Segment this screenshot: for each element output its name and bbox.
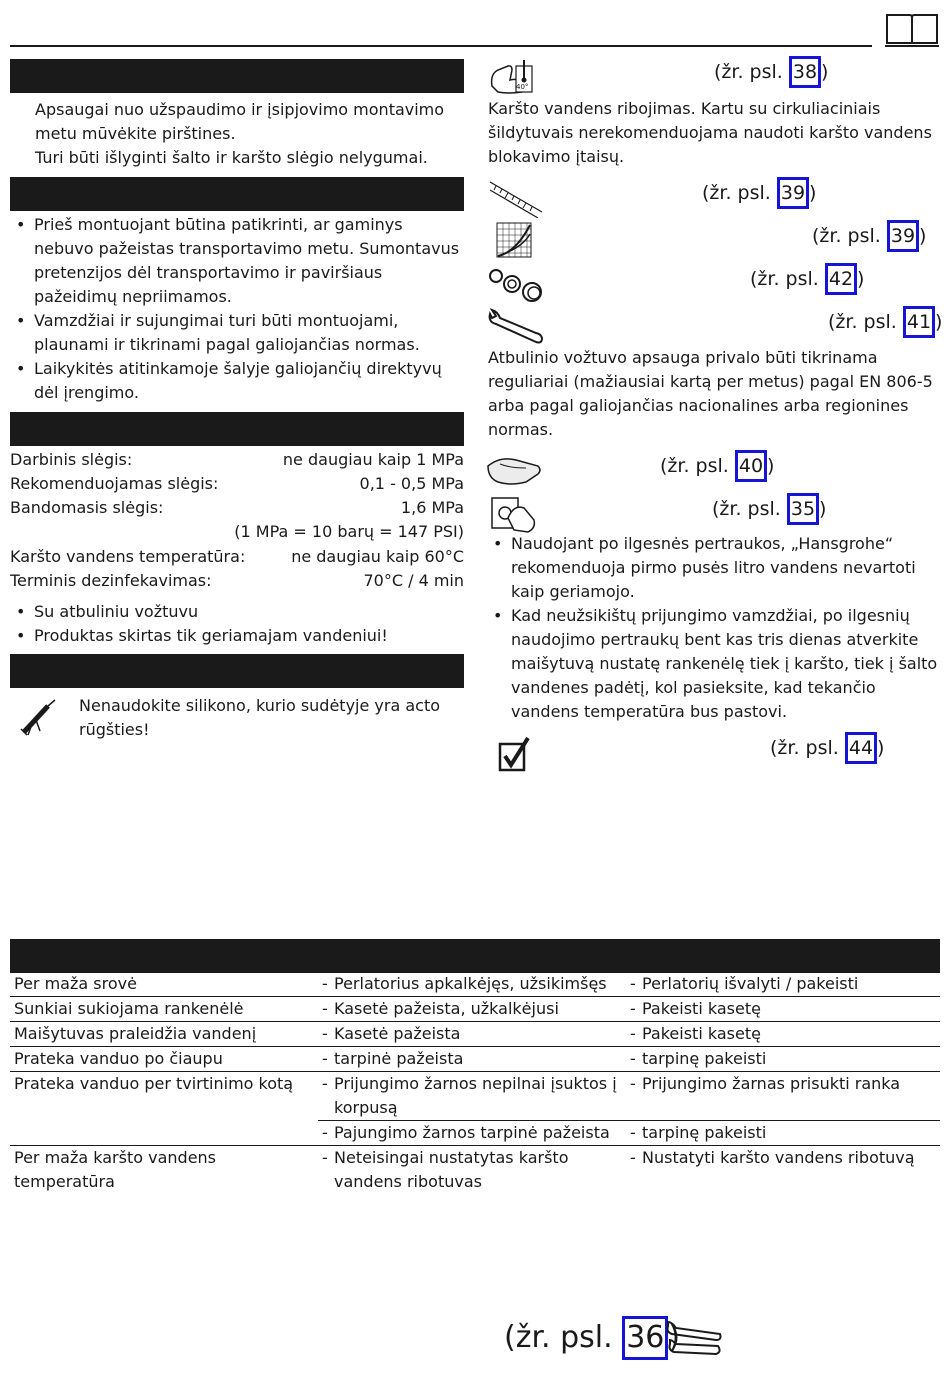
ref-prefix: (žr. psl. xyxy=(712,498,787,520)
page-number-link[interactable]: 42 xyxy=(825,263,857,295)
problem-cell: Per maža srovė xyxy=(10,972,318,997)
page-ref-bottom[interactable] xyxy=(504,1316,680,1360)
page-ref-dimensions[interactable] xyxy=(702,177,816,209)
ref-suffix: ) xyxy=(819,498,827,520)
problem-cell: Sunkiai sukiojama rankenėlė xyxy=(10,997,318,1022)
ref-suffix: ) xyxy=(857,268,865,290)
fix-cell: Nustatyti karšto vandens ribotuvą xyxy=(642,1148,915,1167)
page-number-link[interactable]: 41 xyxy=(903,306,935,338)
top-rule xyxy=(10,45,872,47)
safety-text xyxy=(35,98,455,170)
spec-row xyxy=(10,545,464,569)
table-row: Prateka vanduo per tvirtinimo kotą - Prijungimo žarnos nepilnai įsuktos į korpusą - Prijungimo žarnas prisukti ranka xyxy=(10,1072,940,1121)
ref-suffix: ) xyxy=(809,182,817,204)
page-number-link[interactable]: 40 xyxy=(735,450,767,482)
spec-value: (1 MPa = 10 barų = 147 PSI) xyxy=(234,522,464,541)
problem-cell: Prateka vanduo po čiaupu xyxy=(10,1047,318,1072)
cause-cell: Kasetė pažeista xyxy=(334,1024,461,1043)
cause-cell: Perlatorius apkalkėjęs, užsikimšęs xyxy=(334,974,607,993)
page-number-link[interactable]: 35 xyxy=(787,493,819,525)
ref-suffix: ) xyxy=(877,737,885,759)
ref-suffix: ) xyxy=(919,225,927,247)
spec-row xyxy=(10,569,464,593)
spare-parts-icon xyxy=(488,266,544,302)
list-item: • Kad neužsikištų prijungimo vamzdžiai, po ilgesnių naudojimo pertraukų bent kas tris dienas atverkite maišytuvą nustatę rankenėlę tiek į karšto, tiek į šalto vandenes padėtį, kol pasieksite, kad tekančio vandens temperatūra bus pastovi. xyxy=(487,604,942,724)
list-item: • Laikykitės atitinkamoje šalyje galiojančių direktyvų dėl įrengimo. xyxy=(10,357,464,405)
spec-label: Rekomenduojamas slėgis: xyxy=(10,474,219,493)
problem-cell: Prateka vanduo per tvirtinimo kotą xyxy=(14,1074,294,1093)
problem-cell: Maišytuvas praleidžia vandenį xyxy=(10,1022,318,1047)
spec-row xyxy=(10,472,464,496)
silicone-gun-icon xyxy=(18,698,58,738)
page-number-link[interactable]: 39 xyxy=(887,220,919,252)
table-row: Prateka vanduo po čiaupu - tarpinė pažeista - tarpinę pakeisti xyxy=(10,1047,940,1072)
ref-prefix: (žr. psl. xyxy=(828,311,903,333)
table-row: Sunkiai sukiojama rankenėlė - Kasetė pažeista, užkalkėjusi - Pakeisti kasetę xyxy=(10,997,940,1022)
ref-prefix: (žr. psl. xyxy=(660,455,735,477)
fix-cell: Perlatorių išvalyti / pakeisti xyxy=(642,974,859,993)
hot-water-note: Karšto vandens ribojimas. Kartu su cirkuliaciniais šildytuvais nerekomenduojama naudoti karšto vandens blokavimo įtaisų. xyxy=(488,99,932,166)
cause-cell: tarpinė pažeista xyxy=(334,1049,464,1068)
list-item: • Vamzdžiai ir sujungimai turi būti montuojami, plaunami ir tikrinami pagal galiojančias normas. xyxy=(10,309,464,357)
problem-cell: Per maža karšto vandens temperatūra xyxy=(14,1148,217,1191)
safety-line: Turi būti išlyginti šalto ir karšto slėgio nelygumai. xyxy=(35,148,428,167)
spec-label: Bandomasis slėgis: xyxy=(10,498,164,517)
flow-diagram-icon xyxy=(496,222,532,258)
ref-prefix: (žr. psl. xyxy=(770,737,845,759)
usage-notes-list xyxy=(487,532,942,724)
page-ref-cleaning[interactable] xyxy=(660,450,774,482)
wrenches-icon xyxy=(664,1318,724,1358)
page-number-link[interactable]: 36 xyxy=(622,1316,668,1360)
spec-row xyxy=(10,448,464,472)
troubleshooting-table xyxy=(10,972,940,1194)
thermometer-label: 40° xyxy=(516,83,529,91)
table-row: Per maža karšto vandens temperatūra - Neteisingai nustatytas karšto vandens ribotuvas - Nustatyti karšto vandens ribotuvą xyxy=(10,1146,940,1195)
operation-hand-icon xyxy=(490,494,538,534)
fix-cell: tarpinę pakeisti xyxy=(642,1123,767,1142)
spec-value: ne daugiau kaip 60°C xyxy=(291,547,464,566)
fix-cell: Pakeisti kasetę xyxy=(642,999,761,1018)
spec-label: Karšto vandens temperatūra: xyxy=(10,547,246,566)
open-book-icon xyxy=(884,11,940,49)
section-bar-silicone xyxy=(10,654,464,688)
wrench-icon xyxy=(486,308,544,346)
table-row: Per maža srovė - Perlatorius apkalkėjęs, užsikimšęs - Perlatorių išvalyti / pakeisti xyxy=(10,972,940,997)
cause-cell: Pajungimo žarnos tarpinė pažeista xyxy=(334,1123,610,1142)
hand-thermometer-icon xyxy=(488,56,536,96)
spec-label: Darbinis slėgis: xyxy=(10,450,133,469)
spec-value: 1,6 MPa xyxy=(400,498,464,517)
ref-suffix: ) xyxy=(821,61,829,83)
list-item: • Prieš montuojant būtina patikrinti, ar gaminys nebuvo pažeistas transportavimo metu. Sumontavus pretenzijos dėl transportavimo ir paviršiaus pažeidimų nepriimamos. xyxy=(10,213,464,309)
page-ref-operation[interactable] xyxy=(712,493,826,525)
page-ref-flow-diagram[interactable] xyxy=(812,220,926,252)
page-ref-maintenance[interactable] xyxy=(828,306,942,338)
fix-cell: Prijungimo žarnas prisukti ranka xyxy=(642,1074,901,1093)
ref-suffix: ) xyxy=(767,455,775,477)
cause-cell: Prijungimo žarnos nepilnai įsuktos į korpusą xyxy=(334,1074,617,1117)
list-item: • Su atbuliniu vožtuvu xyxy=(10,600,464,624)
ref-prefix: (žr. psl. xyxy=(812,225,887,247)
table-row: - Pajungimo žarnos tarpinė pažeista - tarpinę pakeisti xyxy=(10,1121,940,1146)
checkbox-check-icon xyxy=(498,736,532,772)
page-ref-hot-water[interactable] xyxy=(714,56,828,88)
page-ref-spare-parts[interactable] xyxy=(750,263,864,295)
section-bar-tech-data xyxy=(10,412,464,446)
page-number-link[interactable]: 44 xyxy=(845,732,877,764)
section-bar-install-notes xyxy=(10,177,464,211)
spec-value: 70°C / 4 min xyxy=(363,571,464,590)
page-number-link[interactable]: 39 xyxy=(777,177,809,209)
cleaning-hand-icon xyxy=(486,452,544,490)
ref-suffix: ) xyxy=(935,311,943,333)
backflow-note: Atbulinio vožtuvo apsauga privalo būti tikrinama reguliariai (mažiausiai kartą per metus) pagal EN 806-5 arba pagal galiojančias nacionalines arba regionines normas. xyxy=(488,348,933,439)
ref-prefix: (žr. psl. xyxy=(714,61,789,83)
section-bar-troubleshooting xyxy=(10,939,940,973)
ruler-icon xyxy=(488,178,544,218)
table-row: Maišytuvas praleidžia vandenį - Kasetė pažeista - Pakeisti kasetę xyxy=(10,1022,940,1047)
cause-cell: Kasetė pažeista, užkalkėjusi xyxy=(334,999,559,1018)
silicone-warning: Nenaudokite silikono, kurio sudėtyje yra acto rūgšties! xyxy=(79,696,441,739)
ref-suffix: ) xyxy=(668,1320,681,1355)
list-item: • Naudojant po ilgesnės pertraukos, „Hansgrohe“ rekomenduoja pirmo pusės litro vandens nevartoti kaip geriamojo. xyxy=(487,532,942,604)
install-notes-list xyxy=(10,213,464,405)
spec-label: Terminis dezinfekavimas: xyxy=(10,571,212,590)
problem-cell xyxy=(10,1121,318,1146)
list-item: • Produktas skirtas tik geriamajam vandeniui! xyxy=(10,624,464,648)
tech-notes-list xyxy=(10,600,464,648)
page-number-link[interactable]: 38 xyxy=(789,56,821,88)
fix-cell: Pakeisti kasetę xyxy=(642,1024,761,1043)
fix-cell: tarpinę pakeisti xyxy=(642,1049,767,1068)
ref-prefix: (žr. psl. xyxy=(504,1320,623,1355)
cause-cell: Neteisingai nustatytas karšto vandens ribotuvas xyxy=(334,1148,569,1191)
ref-prefix: (žr. psl. xyxy=(702,182,777,204)
page-ref-test-mark[interactable] xyxy=(770,732,884,764)
spec-row xyxy=(10,520,464,544)
safety-line: Apsaugai nuo užspaudimo ir įsipjovimo montavimo metu mūvėkite pirštines. xyxy=(35,100,445,143)
ref-prefix: (žr. psl. xyxy=(750,268,825,290)
spec-value: 0,1 - 0,5 MPa xyxy=(359,474,464,493)
spec-value: ne daugiau kaip 1 MPa xyxy=(282,450,464,469)
spec-row xyxy=(10,496,464,520)
section-bar-safety xyxy=(10,59,464,93)
